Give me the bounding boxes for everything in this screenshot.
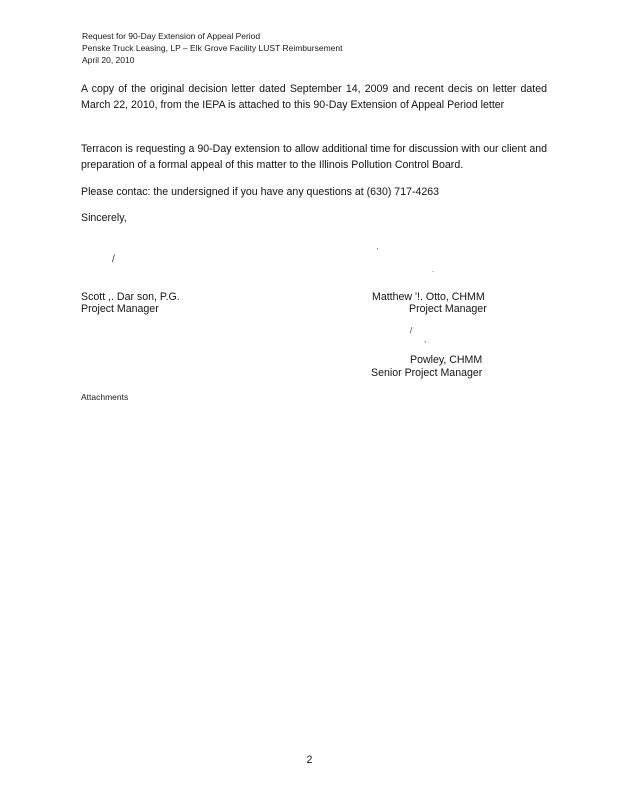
signature-mark-right-dot: . bbox=[432, 267, 434, 274]
header-date: April 20, 2010 bbox=[82, 55, 135, 65]
header-subject: Request for 90-Day Extension of Appeal Period bbox=[82, 31, 261, 41]
signer-right-title: Project Manager bbox=[409, 303, 487, 315]
signer-left-name: Scott ,. Dar son, P.G. bbox=[81, 291, 180, 303]
signature-mark-left: / bbox=[112, 254, 115, 265]
signer-right2-title: Senior Project Manager bbox=[371, 367, 483, 379]
page-number: 2 bbox=[306, 754, 313, 766]
signer-left-title: Project Manager bbox=[81, 303, 159, 315]
closing-salutation: Sincerely, bbox=[81, 212, 127, 224]
attachments-label: Attachments bbox=[81, 392, 129, 402]
signature-mark-right-tick: , bbox=[424, 335, 427, 344]
signature-mark-right-top: ' bbox=[377, 248, 379, 255]
paragraph-decision-letter: A copy of the original decision letter dated September 14, 2009 and recent decis on letter dated March 22, 2010, from the IEPA is attached to this 90-Day Extension of Appeal Period letter bbox=[81, 83, 547, 111]
paragraph-extension-request: Terracon is requesting a 90-Day extension to allow additional time for discussion with our client and preparation of a formal appeal of this matter to the Illinois Pollution Control Board. bbox=[81, 143, 547, 171]
signer-right2-name: Powley, CHMM bbox=[410, 354, 483, 366]
header-project: Penske Truck Leasing, LP – Elk Grove Facility LUST Reimbursement bbox=[82, 43, 343, 53]
paragraph-contact: Please contac: the undersigned if you have any questions at (630) 717-4263 bbox=[81, 186, 440, 198]
signer-right-name: Matthew '!. Otto, CHMM bbox=[372, 291, 485, 303]
signature-mark-right-mid: / bbox=[410, 326, 413, 335]
